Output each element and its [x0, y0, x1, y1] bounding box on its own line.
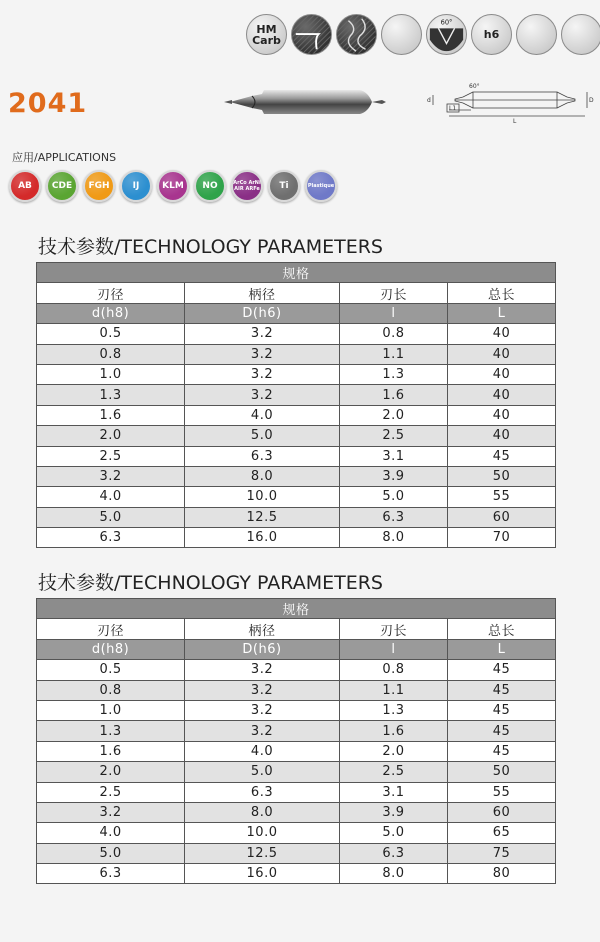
symbol-row: [37, 639, 556, 659]
blank-material-icon: [561, 14, 600, 55]
table-cell: 80: [447, 864, 555, 884]
table-1-title: 技术参数/TECHNOLOGY PARAMETERS: [38, 236, 383, 258]
table-cell: 1.3: [339, 700, 447, 720]
table-cell: 2.5: [37, 782, 185, 802]
drawing-L-label: L: [513, 118, 517, 125]
table-cell: 1.0: [37, 364, 185, 384]
table-cell: 65: [447, 823, 555, 843]
symbol-header: D(h6): [185, 639, 340, 659]
table-row: [37, 700, 556, 720]
table-cell: 6.3: [37, 864, 185, 884]
symbol-header: d(h8): [37, 303, 185, 323]
table-cell: 3.2: [185, 680, 340, 700]
column-header: 柄径: [185, 619, 340, 639]
tolerance-h6-icon: [471, 14, 512, 55]
app-badge-ij: IJ: [120, 170, 152, 202]
table-cell: 40: [447, 385, 555, 405]
table-cell: 3.2: [185, 344, 340, 364]
symbol-header: L: [447, 639, 555, 659]
drawing-angle-label: 60°: [469, 83, 480, 90]
table-row: [37, 344, 556, 364]
table-cell: 10.0: [185, 487, 340, 507]
table-row: [37, 446, 556, 466]
table-cell: 5.0: [37, 843, 185, 863]
table-row: [37, 507, 556, 527]
table-cell: 3.2: [37, 466, 185, 486]
table-cell: 3.2: [185, 364, 340, 384]
table-row: [37, 426, 556, 446]
table-cell: 40: [447, 324, 555, 344]
table-cell: 2.0: [339, 741, 447, 761]
drawing-l1-label: L1: [449, 105, 457, 112]
angle-60-icon: [426, 14, 467, 55]
table-cell: 55: [447, 782, 555, 802]
center-drill-image: [222, 78, 387, 128]
spec-header-row: [37, 263, 556, 283]
table-cell: 40: [447, 426, 555, 446]
table-cell: 40: [447, 344, 555, 364]
table-cell: 8.0: [339, 528, 447, 548]
table-cell: 16.0: [185, 528, 340, 548]
table-cell: 12.5: [185, 507, 340, 527]
app-badge-klm: KLM: [157, 170, 189, 202]
table-cell: 5.0: [339, 487, 447, 507]
cutting-edge-icon: [291, 14, 332, 55]
table-cell: 0.5: [37, 660, 185, 680]
table-cell: 3.2: [185, 660, 340, 680]
table-cell: 1.3: [339, 364, 447, 384]
spec-header: 规格: [37, 263, 556, 283]
table-cell: 3.9: [339, 466, 447, 486]
table-cell: 45: [447, 700, 555, 720]
table-row: [37, 721, 556, 741]
table-row: [37, 802, 556, 822]
table-cell: 4.0: [185, 741, 340, 761]
app-badge-ti: Ti: [268, 170, 300, 202]
parameters-table-2: [36, 598, 556, 884]
table-row: [37, 843, 556, 863]
model-number: 2041: [8, 88, 88, 119]
table-row: [37, 762, 556, 782]
table-row: [37, 466, 556, 486]
table-row: [37, 528, 556, 548]
application-badges: [9, 170, 337, 202]
table-cell: 10.0: [185, 823, 340, 843]
table-cell: 1.1: [339, 344, 447, 364]
table-cell: 3.2: [185, 721, 340, 741]
drawing-D-label: D: [589, 97, 594, 104]
symbol-row: [37, 303, 556, 323]
table-cell: 5.0: [339, 823, 447, 843]
table-cell: 1.1: [339, 680, 447, 700]
table-cell: 4.0: [37, 823, 185, 843]
table-cell: 3.2: [185, 324, 340, 344]
table-cell: 55: [447, 487, 555, 507]
table-cell: 2.5: [37, 446, 185, 466]
app-badge-fgh: FGH: [83, 170, 115, 202]
table-row: [37, 864, 556, 884]
drawing-d-label: d: [427, 97, 431, 104]
table-cell: 6.3: [339, 843, 447, 863]
table-cell: 40: [447, 364, 555, 384]
table-cell: 3.2: [185, 385, 340, 405]
table-cell: 3.1: [339, 782, 447, 802]
parameters-table-1: [36, 262, 556, 548]
table-cell: 12.5: [185, 843, 340, 863]
table-cell: 2.0: [37, 762, 185, 782]
technical-drawing: [425, 80, 595, 125]
column-header: 总长: [447, 619, 555, 639]
angle-label: 60°: [440, 18, 453, 27]
table-cell: 3.9: [339, 802, 447, 822]
table-cell: 45: [447, 680, 555, 700]
column-header-row: [37, 283, 556, 303]
table-cell: 1.3: [37, 385, 185, 405]
table-row: [37, 680, 556, 700]
app-badge-no: NO: [194, 170, 226, 202]
table-cell: 6.3: [339, 507, 447, 527]
spiral-flute-icon: [336, 14, 377, 55]
table-cell: 3.1: [339, 446, 447, 466]
tolerance-label: h6: [483, 28, 500, 41]
table-row: [37, 385, 556, 405]
app-badge-plastique: Plastique: [305, 170, 337, 202]
table-cell: 1.3: [37, 721, 185, 741]
table-cell: 2.0: [37, 426, 185, 446]
blank-material-icon: [381, 14, 422, 55]
table-cell: 70: [447, 528, 555, 548]
table-cell: 1.6: [339, 385, 447, 405]
table-cell: 6.3: [185, 446, 340, 466]
hm-carbide-icon: [246, 14, 287, 55]
table-cell: 1.6: [37, 405, 185, 425]
table-row: [37, 487, 556, 507]
symbol-header: l: [339, 639, 447, 659]
table-cell: 2.5: [339, 426, 447, 446]
column-header: 刃长: [339, 283, 447, 303]
table-cell: 0.8: [37, 680, 185, 700]
app-badge-cde: CDE: [46, 170, 78, 202]
app-badge-ab: AB: [9, 170, 41, 202]
column-header: 刃径: [37, 619, 185, 639]
table-row: [37, 364, 556, 384]
column-header: 刃径: [37, 283, 185, 303]
spec-header: 规格: [37, 599, 556, 619]
table-row: [37, 782, 556, 802]
app-badge-alloys: ArCo ArNi AIR ARFe: [231, 170, 263, 202]
table-cell: 60: [447, 507, 555, 527]
table-cell: 45: [447, 741, 555, 761]
table-cell: 40: [447, 405, 555, 425]
table-cell: 0.5: [37, 324, 185, 344]
table-cell: 8.0: [185, 802, 340, 822]
table-cell: 50: [447, 466, 555, 486]
table-row: [37, 660, 556, 680]
table-cell: 3.2: [185, 700, 340, 720]
table-cell: 5.0: [37, 507, 185, 527]
symbol-header: D(h6): [185, 303, 340, 323]
symbol-header: l: [339, 303, 447, 323]
table-cell: 45: [447, 660, 555, 680]
table-cell: 1.0: [37, 700, 185, 720]
hm-carbide-label: HM Carb: [252, 22, 281, 47]
table-row: [37, 405, 556, 425]
table-cell: 2.5: [339, 762, 447, 782]
table-cell: 45: [447, 446, 555, 466]
table-row: [37, 324, 556, 344]
table-cell: 6.3: [37, 528, 185, 548]
table-cell: 1.6: [339, 721, 447, 741]
table-cell: 1.6: [37, 741, 185, 761]
table-cell: 6.3: [185, 782, 340, 802]
table-cell: 0.8: [339, 660, 447, 680]
blank-material-icon: [516, 14, 557, 55]
column-header: 柄径: [185, 283, 340, 303]
table-cell: 4.0: [185, 405, 340, 425]
table-cell: 0.8: [37, 344, 185, 364]
table-row: [37, 741, 556, 761]
column-header: 刃长: [339, 619, 447, 639]
table-cell: 16.0: [185, 864, 340, 884]
symbol-header: L: [447, 303, 555, 323]
spec-header-row: [37, 599, 556, 619]
table-cell: 3.2: [37, 802, 185, 822]
table-cell: 5.0: [185, 762, 340, 782]
material-icons: [246, 14, 600, 55]
table-cell: 2.0: [339, 405, 447, 425]
table-cell: 60: [447, 802, 555, 822]
table-cell: 4.0: [37, 487, 185, 507]
column-header: 总长: [447, 283, 555, 303]
table-cell: 50: [447, 762, 555, 782]
table-cell: 5.0: [185, 426, 340, 446]
table-cell: 8.0: [185, 466, 340, 486]
table-cell: 45: [447, 721, 555, 741]
table-2-title: 技术参数/TECHNOLOGY PARAMETERS: [38, 572, 383, 594]
table-cell: 0.8: [339, 324, 447, 344]
symbol-header: d(h8): [37, 639, 185, 659]
column-header-row: [37, 619, 556, 639]
table-row: [37, 823, 556, 843]
applications-label: 应用/APPLICATIONS: [12, 151, 117, 164]
table-cell: 75: [447, 843, 555, 863]
table-cell: 8.0: [339, 864, 447, 884]
